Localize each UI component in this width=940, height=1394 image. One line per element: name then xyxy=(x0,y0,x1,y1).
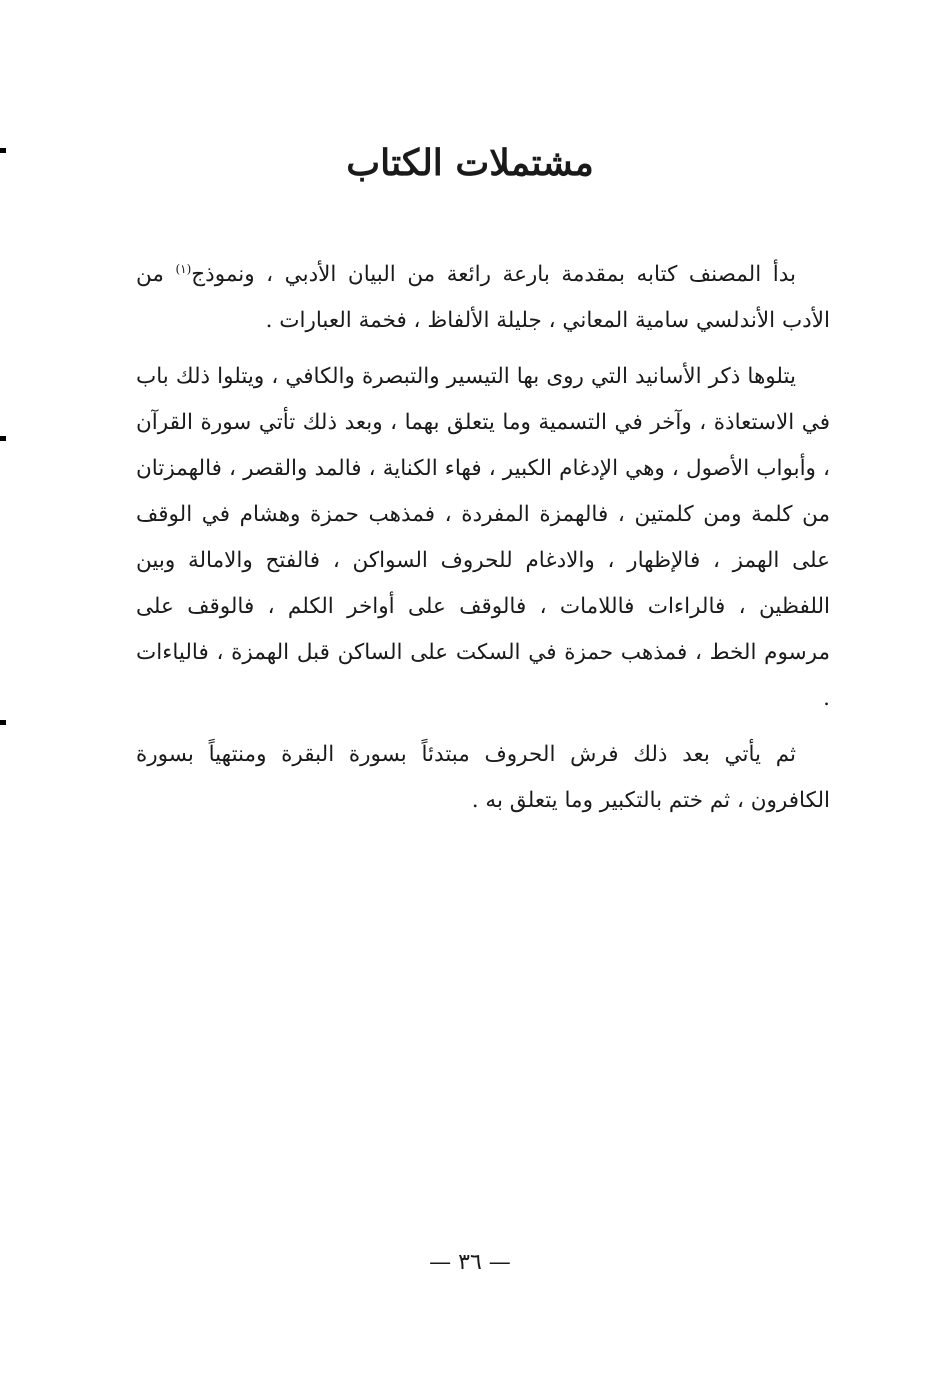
paragraph-ending: ثم يأتي بعد ذلك فرش الحروف مبتدئاً بسورة البقرة ومنتهياً بسورة الكافرون ، ثم ختم بالتكبير وما يتعلق به . xyxy=(136,742,830,813)
footnote-reference[interactable]: (١) xyxy=(175,261,192,276)
edge-mark xyxy=(0,436,6,441)
paragraph-intro xyxy=(136,252,830,344)
paragraph-intro-text-after: من الأدب الأندلسي سامية المعاني ، جليلة الألفاظ ، فخمة العبارات . xyxy=(136,262,830,333)
edge-mark xyxy=(0,720,6,725)
edge-mark xyxy=(0,148,6,153)
paragraph-contents: يتلوها ذكر الأسانيد التي روى بها التيسير والتبصرة والكافي ، ويتلوا ذلك باب في الاستعاذة ، وآخر في التسمية وما يتعلق بهما ، وبعد ذلك تأتي سورة القرآن ، وأبواب الأصول ، وهي الإدغام الكبير ، فهاء الكناية ، فالمد والقصر ، فالهمزتان من كلمة ومن كلمتين ، فالهمزة المفردة ، فمذهب حمزة وهشام في الوقف على الهمز ، فالإظهار ، والادغام للحروف السواكن ، فالفتح والامالة وبين اللفظين ، فالراءات فاللامات ، فالوقف على أواخر الكلم ، فالوقف على مرسوم الخط ، فمذهب حمزة في السكت على الساكن قبل الهمزة ، فالياءات . xyxy=(136,364,830,711)
body-text xyxy=(136,252,830,834)
paragraph-intro-text: بدأ المصنف كتابه بمقدمة بارعة رائعة من البيان الأدبي ، ونموذج xyxy=(191,262,796,287)
page-number: — ٣٦ — xyxy=(429,1250,511,1275)
page-title: مشتملات الكتاب xyxy=(346,142,594,184)
